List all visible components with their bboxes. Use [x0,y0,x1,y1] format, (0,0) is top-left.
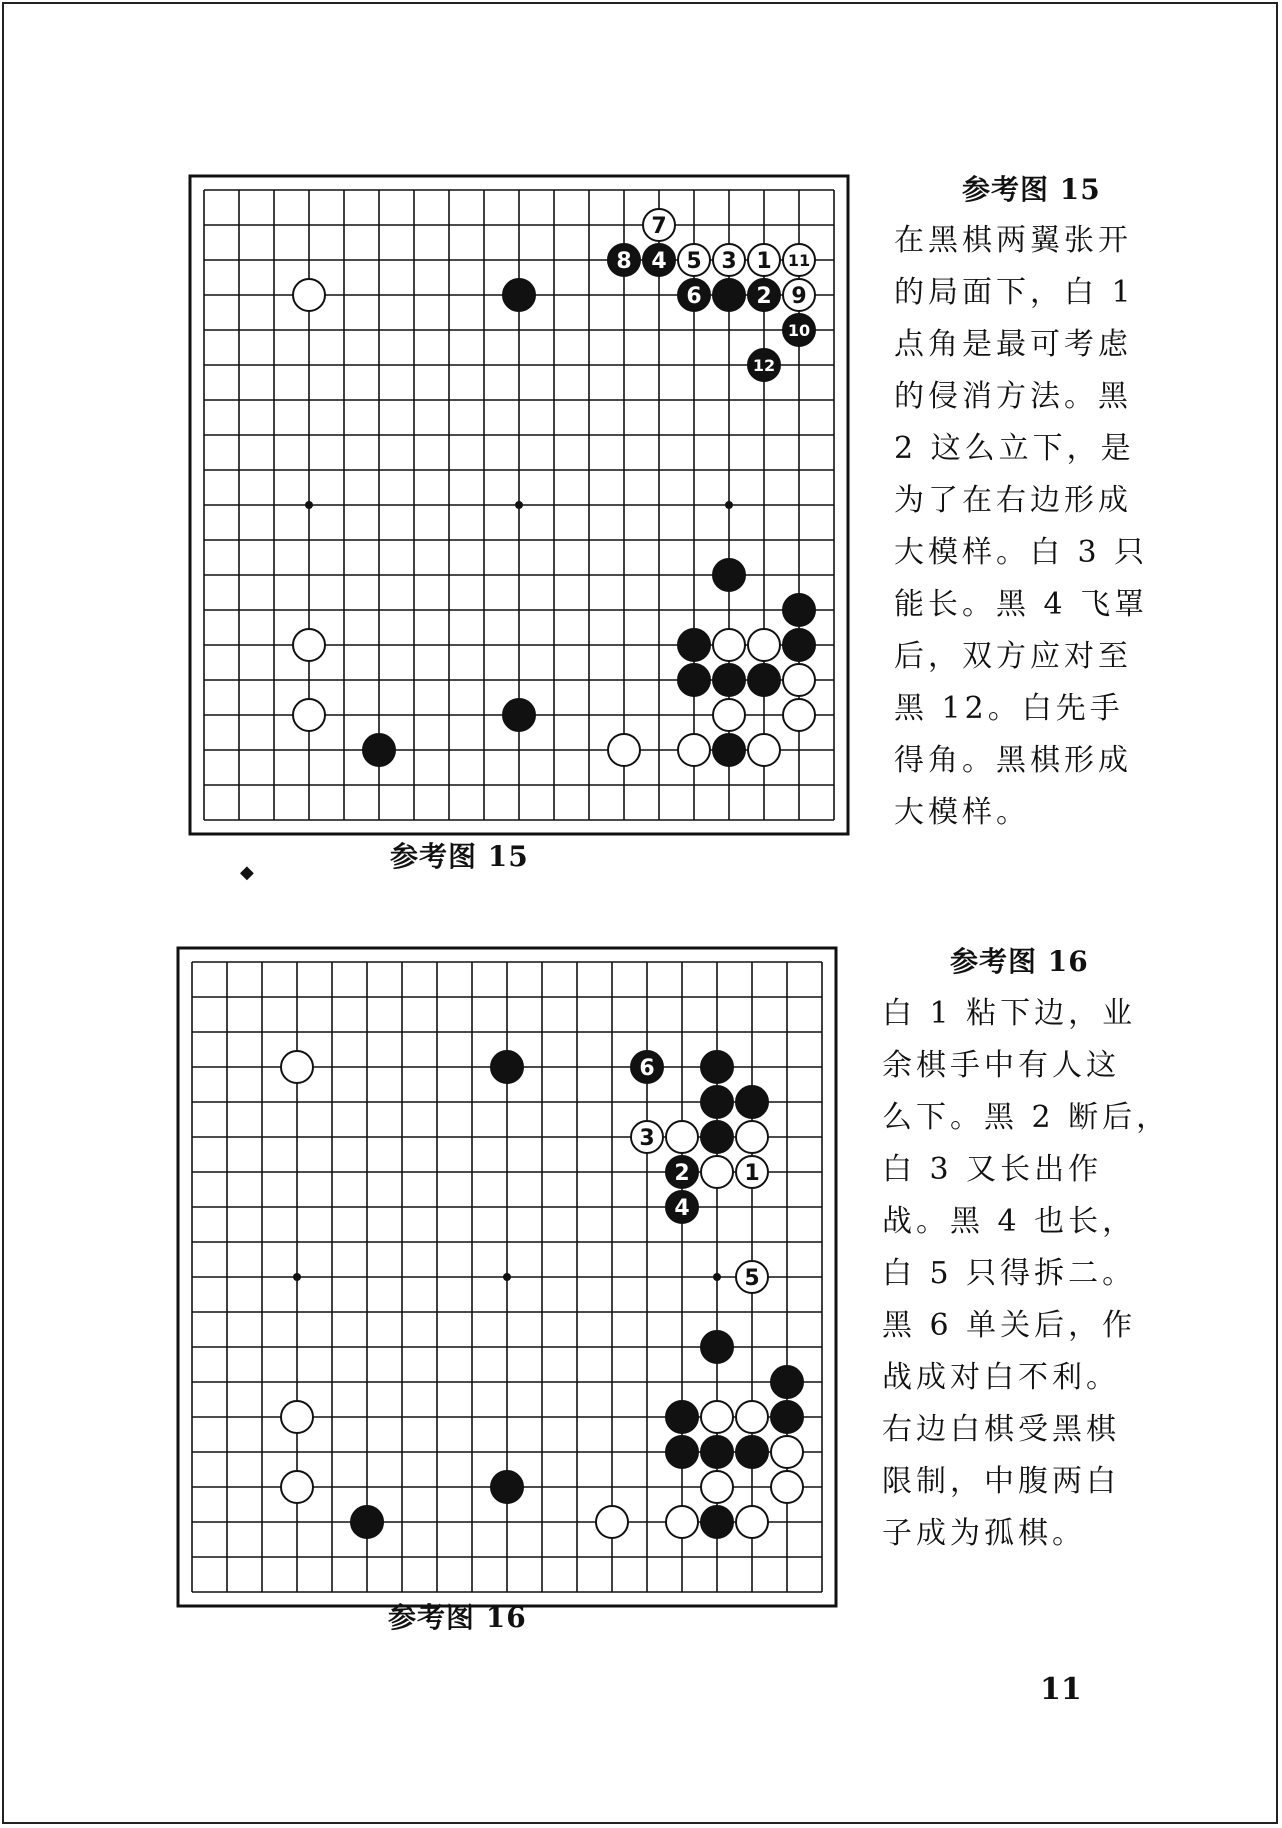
move-number-label: 2 [756,283,772,309]
white-stone [293,279,325,311]
white-stone [666,1506,698,1538]
figure-caption-16: 参考图 16 [388,1601,527,1634]
commentary-line: 能长。黑 4 飞罩 [894,587,1149,622]
commentary-line: 白 3 又长出作 [882,1152,1103,1187]
white-stone [666,1121,698,1153]
move-number-label: 5 [686,248,702,274]
commentary-line: 的侵消方法。黑 [894,379,1132,414]
black-stone [503,279,535,311]
commentary-line: 大模样。白 3 只 [894,535,1149,570]
side-title-16: 参考图 16 [950,945,1089,978]
white-stone [713,699,745,731]
move-number-label: 4 [674,1195,690,1221]
commentary-line: 战。黑 4 也长， [882,1204,1137,1239]
commentary-line: 余棋手中有人这 [882,1048,1120,1083]
commentary-line: 限制，中腹两白 [882,1464,1120,1499]
commentary-line: 大模样。 [894,795,1030,830]
move-number-label: 12 [752,355,776,375]
go-board-figure-16 [170,940,826,1590]
black-stone [503,699,535,731]
black-stone [491,1471,523,1503]
white-stone [713,629,745,661]
black-stone [678,664,710,696]
white-stone [771,1436,803,1468]
black-stone [713,279,745,311]
move-number-label: 5 [744,1265,760,1291]
white-stone [281,1401,313,1433]
black-stone [351,1506,383,1538]
black-stone [701,1436,733,1468]
black-stone [783,629,815,661]
black-stone [771,1401,803,1433]
go-board-svg [170,940,826,1590]
go-board-svg [182,168,838,818]
commentary-line: 黑 6 单关后，作 [882,1308,1137,1343]
white-stone [736,1121,768,1153]
commentary-line: 为了在右边形成 [894,483,1132,518]
black-stone [701,1051,733,1083]
commentary-16 [882,988,1170,1560]
black-stone [701,1121,733,1153]
page-number: 11 [1040,1672,1082,1707]
move-number-label: 1 [744,1160,760,1186]
black-stone [748,664,780,696]
commentary-line: 黑 12。白先手 [894,691,1124,726]
move-number-label: 1 [756,248,772,274]
commentary-line: 的局面下，白 1 [894,275,1135,310]
black-stone [678,629,710,661]
white-stone [701,1156,733,1188]
hoshi-point [293,1273,301,1281]
black-stone [771,1366,803,1398]
hoshi-point [515,501,523,509]
figure-caption-15: 参考图 15 [390,840,529,873]
black-stone [736,1086,768,1118]
move-number-label: 7 [651,213,667,239]
hoshi-point [713,1273,721,1281]
black-stone [363,734,395,766]
move-number-label: 3 [639,1125,655,1151]
white-stone [783,699,815,731]
commentary-line: 么下。黑 2 断后， [882,1100,1171,1135]
black-stone [713,664,745,696]
white-stone [748,629,780,661]
white-stone [281,1471,313,1503]
black-stone [713,559,745,591]
commentary-line: 战成对白不利。 [882,1360,1120,1395]
white-stone [736,1506,768,1538]
hoshi-point [305,501,313,509]
black-stone [736,1436,768,1468]
white-stone [596,1506,628,1538]
commentary-line: 后，双方应对至 [894,639,1132,674]
move-number-label: 9 [791,283,807,309]
go-board-figure-15 [182,168,838,818]
black-stone [713,734,745,766]
white-stone [701,1471,733,1503]
move-number-label: 10 [787,320,811,340]
white-stone [678,734,710,766]
white-stone [783,664,815,696]
black-stone [701,1506,733,1538]
move-number-label: 6 [639,1055,655,1081]
black-stone [701,1086,733,1118]
commentary-line: 右边白棋受黑棋 [882,1412,1120,1447]
commentary-line: 2 这么立下，是 [894,431,1135,466]
hoshi-point [725,501,733,509]
move-number-label: 8 [616,248,632,274]
move-number-label: 4 [651,248,667,274]
white-stone [293,629,325,661]
hoshi-point [503,1273,511,1281]
white-stone [701,1401,733,1433]
commentary-line: 在黑棋两翼张开 [894,223,1132,258]
black-stone [666,1401,698,1433]
white-stone [771,1471,803,1503]
commentary-line: 点角是最可考虑 [894,327,1132,362]
ink-speck: ◆ [240,862,254,883]
commentary-line: 得角。黑棋形成 [894,743,1132,778]
commentary-line: 白 5 只得拆二。 [882,1256,1137,1291]
white-stone [281,1051,313,1083]
black-stone [491,1051,523,1083]
white-stone [736,1401,768,1433]
white-stone [608,734,640,766]
black-stone [701,1331,733,1363]
move-number-label: 6 [686,283,702,309]
white-stone [293,699,325,731]
commentary-15 [894,215,1148,839]
move-number-label: 3 [721,248,737,274]
black-stone [666,1436,698,1468]
black-stone [783,594,815,626]
white-stone [748,734,780,766]
move-number-label: 11 [787,250,811,270]
side-title-15: 参考图 15 [962,173,1101,206]
commentary-line: 白 1 粘下边，业 [882,996,1137,1031]
commentary-line: 子成为孤棋。 [882,1516,1086,1551]
move-number-label: 2 [674,1160,690,1186]
